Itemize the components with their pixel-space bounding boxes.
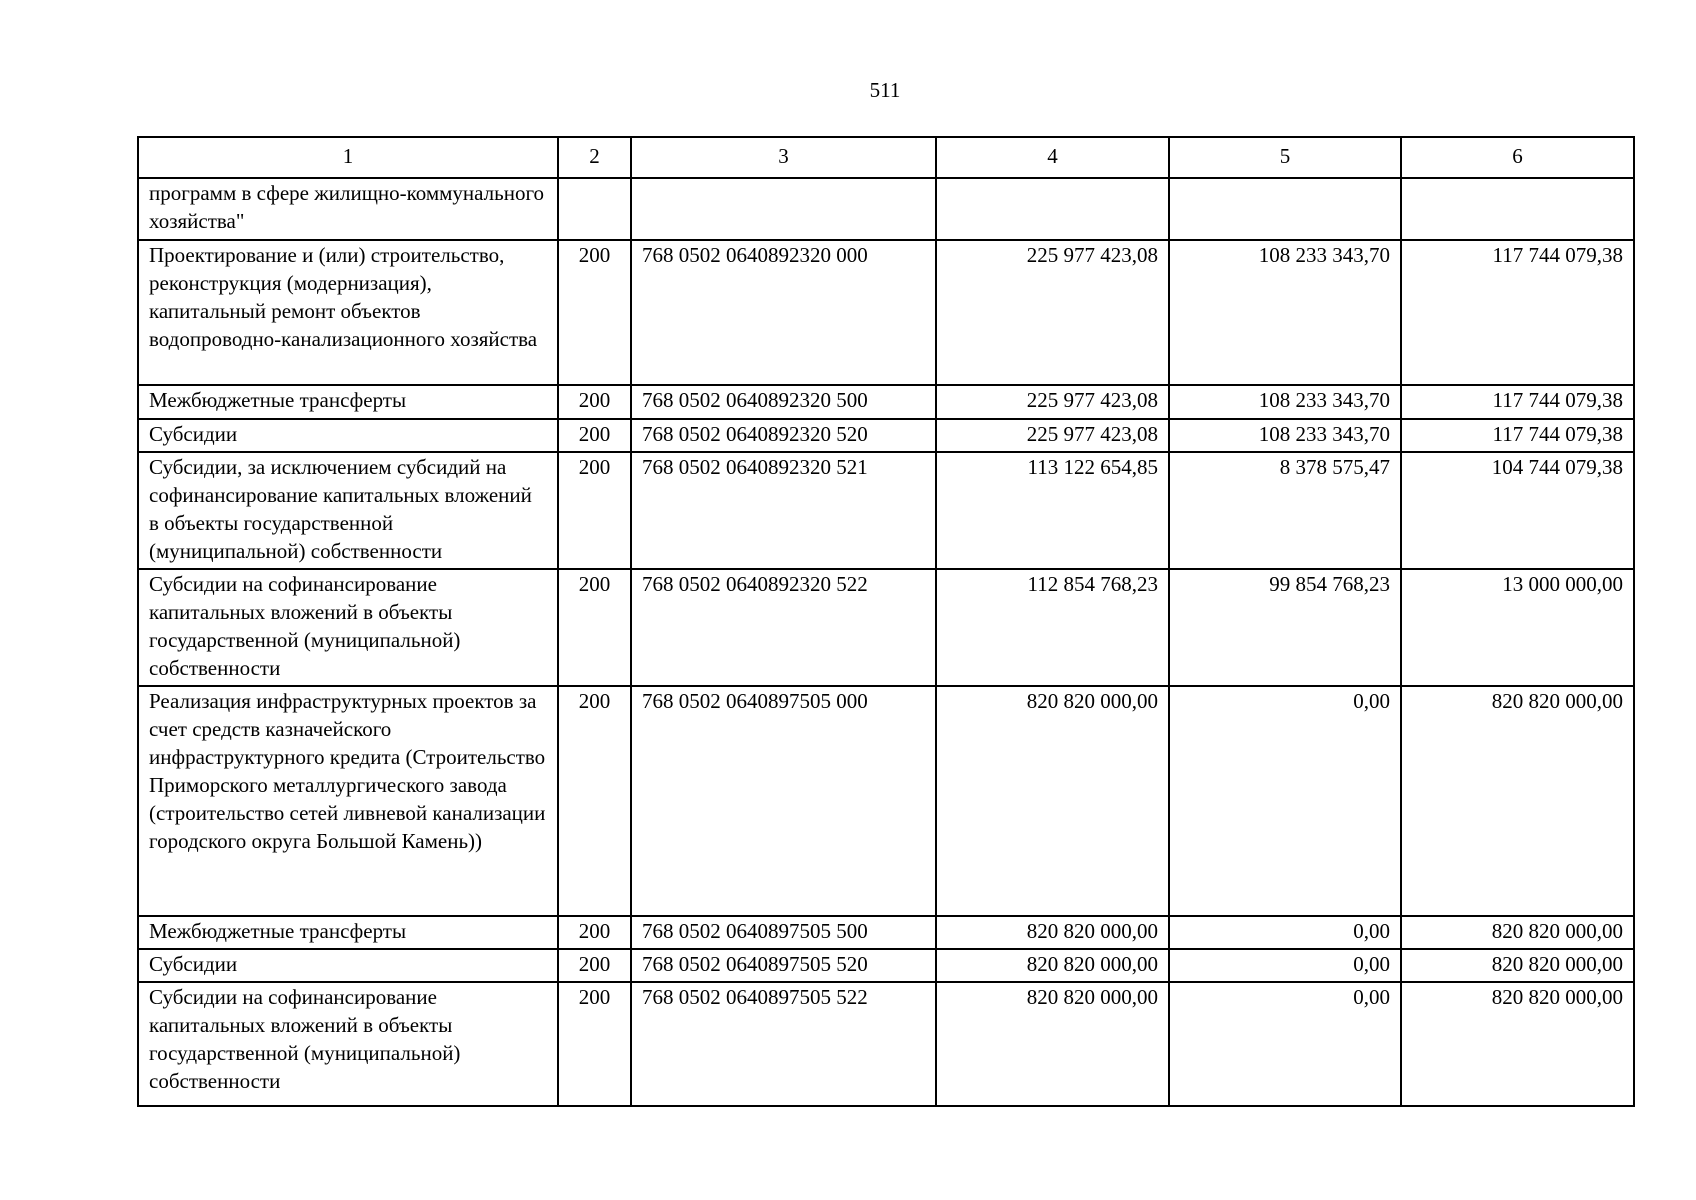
row-value-6: 820 820 000,00: [1401, 949, 1634, 982]
row-code: 200: [558, 686, 631, 916]
header-row: [138, 137, 1634, 178]
table-row: [138, 178, 1634, 240]
row-value-4: 820 820 000,00: [936, 982, 1169, 1106]
table-row: [138, 452, 1634, 569]
row-value-6: 117 744 079,38: [1401, 385, 1634, 419]
row-name: Субсидии: [138, 949, 558, 982]
row-value-4: 225 977 423,08: [936, 240, 1169, 385]
row-code: 200: [558, 982, 631, 1106]
row-kbk: [631, 178, 936, 240]
table-row: [138, 385, 1634, 419]
row-value-5: 99 854 768,23: [1169, 569, 1401, 686]
row-value-5: [1169, 178, 1401, 240]
row-value-6: 117 744 079,38: [1401, 419, 1634, 452]
table-header: [138, 137, 1634, 178]
table-row: [138, 419, 1634, 452]
column-header: 2: [558, 137, 631, 178]
row-code: [558, 178, 631, 240]
row-name: Субсидии на софинансирование капитальных вложений в объекты государственной (муниципальной) собственности: [138, 569, 558, 686]
row-name: Межбюджетные трансферты: [138, 916, 558, 949]
row-value-6: 820 820 000,00: [1401, 686, 1634, 916]
row-value-5: 0,00: [1169, 949, 1401, 982]
row-value-4: 225 977 423,08: [936, 385, 1169, 419]
row-kbk: 768 0502 0640897505 522: [631, 982, 936, 1106]
row-kbk: 768 0502 0640892320 500: [631, 385, 936, 419]
row-kbk: 768 0502 0640892320 522: [631, 569, 936, 686]
table-row: [138, 569, 1634, 686]
row-value-5: 8 378 575,47: [1169, 452, 1401, 569]
table-row: [138, 949, 1634, 982]
row-value-4: [936, 178, 1169, 240]
row-code: 200: [558, 916, 631, 949]
row-value-6: 820 820 000,00: [1401, 982, 1634, 1106]
page-number: 511: [869, 78, 901, 102]
row-kbk: 768 0502 0640897505 520: [631, 949, 936, 982]
column-header: 5: [1169, 137, 1401, 178]
row-kbk: 768 0502 0640897505 000: [631, 686, 936, 916]
column-header: 3: [631, 137, 936, 178]
row-value-4: 112 854 768,23: [936, 569, 1169, 686]
row-name: программ в сфере жилищно-коммунального хозяйства": [138, 178, 558, 240]
row-value-5: 0,00: [1169, 916, 1401, 949]
column-header: 6: [1401, 137, 1634, 178]
row-value-5: 108 233 343,70: [1169, 419, 1401, 452]
row-kbk: 768 0502 0640892320 000: [631, 240, 936, 385]
row-kbk: 768 0502 0640897505 500: [631, 916, 936, 949]
row-code: 200: [558, 452, 631, 569]
row-name: Проектирование и (или) строительство, реконструкция (модернизация), капитальный ремонт объектов водопроводно-канализационного хозяйства: [138, 240, 558, 385]
row-name: Реализация инфраструктурных проектов за счет средств казначейского инфраструктурного кредита (Строительство Приморского металлургического завода (строительство сетей ливневой канализации городского округа Большой Камень)): [138, 686, 558, 916]
row-code: 200: [558, 949, 631, 982]
table-row: [138, 240, 1634, 385]
row-name: Межбюджетные трансферты: [138, 385, 558, 419]
row-value-5: 108 233 343,70: [1169, 385, 1401, 419]
table-row: [138, 982, 1634, 1106]
row-code: 200: [558, 240, 631, 385]
row-name: Субсидии на софинансирование капитальных вложений в объекты государственной (муниципальной) собственности: [138, 982, 558, 1106]
budget-table: [137, 136, 1635, 1107]
row-value-6: 820 820 000,00: [1401, 916, 1634, 949]
row-value-4: 113 122 654,85: [936, 452, 1169, 569]
row-value-5: 0,00: [1169, 982, 1401, 1106]
row-value-6: 117 744 079,38: [1401, 240, 1634, 385]
row-name: Субсидии: [138, 419, 558, 452]
table-row: [138, 686, 1634, 916]
row-kbk: 768 0502 0640892320 520: [631, 419, 936, 452]
table-row: [138, 916, 1634, 949]
row-value-4: 820 820 000,00: [936, 686, 1169, 916]
column-header: 4: [936, 137, 1169, 178]
row-value-6: 104 744 079,38: [1401, 452, 1634, 569]
row-code: 200: [558, 569, 631, 686]
row-value-4: 820 820 000,00: [936, 916, 1169, 949]
row-value-5: 0,00: [1169, 686, 1401, 916]
row-value-6: [1401, 178, 1634, 240]
row-value-4: 820 820 000,00: [936, 949, 1169, 982]
row-value-5: 108 233 343,70: [1169, 240, 1401, 385]
column-header: 1: [138, 137, 558, 178]
row-name: Субсидии, за исключением субсидий на софинансирование капитальных вложений в объекты государственной (муниципальной) собственности: [138, 452, 558, 569]
row-code: 200: [558, 419, 631, 452]
row-kbk: 768 0502 0640892320 521: [631, 452, 936, 569]
row-value-4: 225 977 423,08: [936, 419, 1169, 452]
row-value-6: 13 000 000,00: [1401, 569, 1634, 686]
row-code: 200: [558, 385, 631, 419]
